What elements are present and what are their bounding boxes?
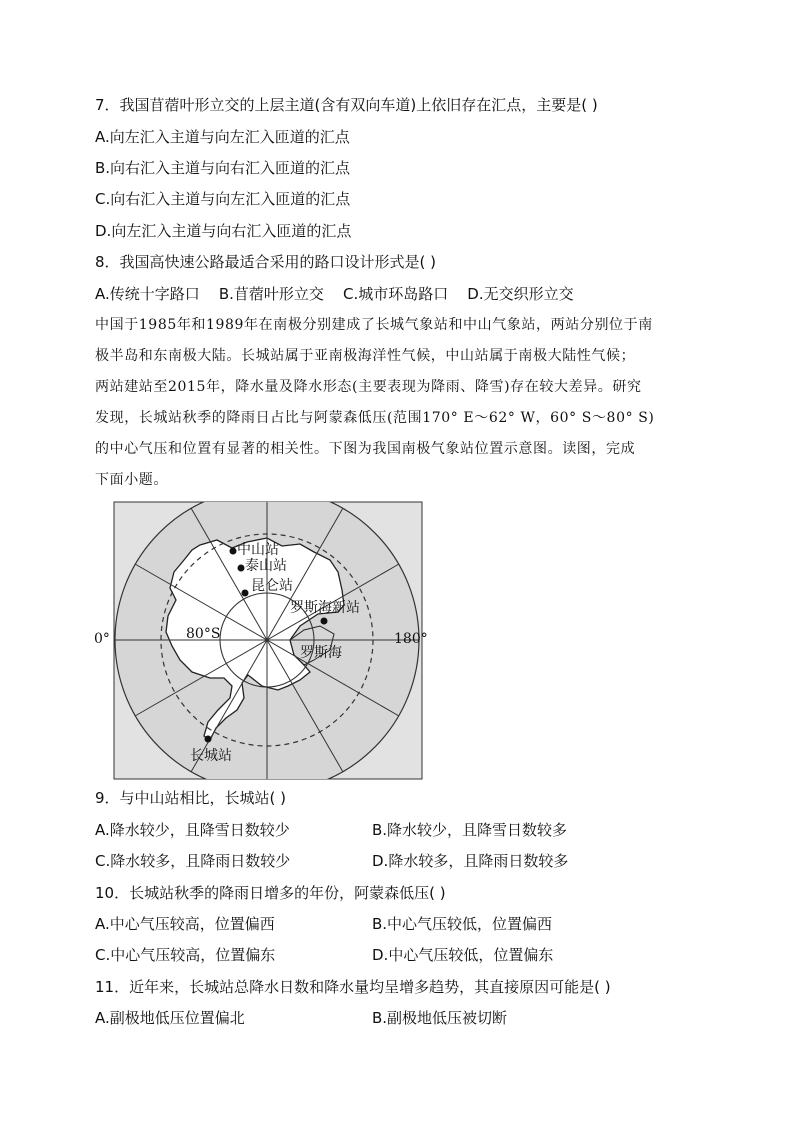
question-11-option-b: B.副极地低压被切断 bbox=[372, 1009, 508, 1027]
label-taishan: 泰山站 bbox=[245, 558, 287, 574]
question-11-stem: 11．近年来，长城站总降水日数和降水量均呈增多趋势，其直接原因可能是( ) bbox=[95, 978, 611, 996]
label-lon-0: 0° bbox=[94, 631, 110, 647]
label-changcheng: 长城站 bbox=[190, 748, 232, 764]
label-ross-sea: 罗斯海 bbox=[300, 645, 342, 661]
question-10-stem: 10．长城站秋季的降雨日增多的年份，阿蒙森低压( ) bbox=[95, 884, 446, 902]
passage-line: 两站建站至2015年，降水量及降水形态(主要表现为降雨、降雪)存在较大差异。研究 bbox=[95, 379, 642, 395]
label-ross-new: 罗斯海新站 bbox=[290, 600, 360, 616]
question-7-option-c: C.向右汇入主道与向左汇入匝道的汇点 bbox=[95, 190, 351, 208]
question-9-option-a: A.降水较少，且降雪日数较少 bbox=[95, 821, 290, 839]
passage-line: 的中心气压和位置有显著的相关性。下图为我国南极气象站位置示意图。读图，完成 bbox=[95, 441, 636, 457]
question-10-option-c: C.中心气压较高，位置偏东 bbox=[95, 946, 276, 964]
label-lon-180: 180° bbox=[394, 631, 428, 647]
question-10-option-b: B.中心气压较低，位置偏西 bbox=[372, 915, 553, 933]
question-9-option-d: D.降水较多，且降雨日数较多 bbox=[372, 852, 569, 870]
label-zhongshan: 中山站 bbox=[237, 542, 279, 558]
taishan-station-marker bbox=[238, 565, 245, 572]
zhongshan-station-marker bbox=[230, 548, 237, 555]
passage-line: 极半岛和东南极大陆。长城站属于亚南极海洋性气候，中山站属于南极大陆性气候； bbox=[95, 348, 636, 364]
question-10-option-a: A.中心气压较高，位置偏西 bbox=[95, 915, 275, 933]
ross-new-station-marker bbox=[321, 618, 328, 625]
question-7-stem: 7．我国苜蓿叶形立交的上层主道(含有双向车道)上依旧存在汇点，主要是( ) bbox=[95, 96, 598, 114]
question-10-option-d: D.中心气压较低，位置偏东 bbox=[372, 946, 554, 964]
kunlun-station-marker bbox=[242, 590, 249, 597]
question-9-option-c: C.降水较多，且降雨日数较少 bbox=[95, 852, 291, 870]
question-7-option-a: A.向左汇入主道与向左汇入匝道的汇点 bbox=[95, 128, 350, 146]
question-7-option-b: B.向右汇入主道与向右汇入匝道的汇点 bbox=[95, 159, 351, 177]
antarctic-station-map bbox=[92, 500, 437, 782]
passage-line: 发现，长城站秋季的降雨日占比与阿蒙森低压(范围170° E～62° W，60° S～80° S) bbox=[95, 410, 655, 426]
question-7-option-d: D.向左汇入主道与向右汇入匝道的汇点 bbox=[95, 222, 352, 240]
question-8-options: A.传统十字路口 B.苜蓿叶形立交 C.城市环岛路口 D.无交织形立交 bbox=[95, 285, 574, 303]
passage-line: 下面小题。 bbox=[95, 472, 168, 488]
question-11-option-a: A.副极地低压位置偏北 bbox=[95, 1009, 245, 1027]
question-8-stem: 8．我国高快速公路最适合采用的路口设计形式是( ) bbox=[95, 253, 437, 271]
label-lat-80s: 80°S bbox=[186, 626, 221, 642]
label-kunlun: 昆仑站 bbox=[251, 578, 293, 594]
question-9-option-b: B.降水较少，且降雪日数较多 bbox=[372, 821, 568, 839]
passage-line: 中国于1985年和1989年在南极分别建成了长城气象站和中山气象站，两站分别位于南 bbox=[95, 317, 653, 333]
changcheng-station-marker bbox=[205, 736, 212, 743]
question-9-stem: 9．与中山站相比，长城站( ) bbox=[95, 789, 287, 807]
